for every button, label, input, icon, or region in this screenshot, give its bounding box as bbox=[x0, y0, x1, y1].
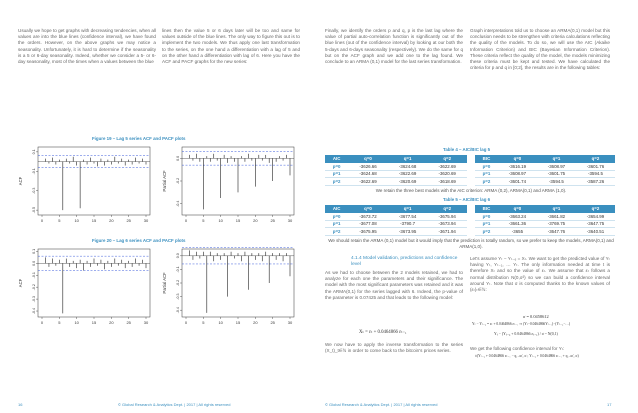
table5-bic-header-3: q=2 bbox=[576, 205, 615, 213]
y-tick-label: -0.3 bbox=[32, 187, 36, 194]
fig19-pacf-chart bbox=[160, 143, 300, 231]
table5-bic-header-1: q=0 bbox=[498, 205, 537, 213]
y-tick-label: 0.0 bbox=[32, 260, 36, 266]
x-tick-label: 0 bbox=[184, 218, 188, 223]
table5-aic-cell: -3675.94 bbox=[427, 213, 467, 221]
table5-aic-cell: -3675.95 bbox=[348, 228, 388, 236]
right-page-number: 17 bbox=[607, 402, 612, 407]
table5-aic-cell: p=1 bbox=[325, 220, 348, 228]
fig20-pacf-chart bbox=[160, 245, 300, 333]
figure-19-caption: Figure 19 – Lag 5 series ACF and PACF plots bbox=[92, 136, 186, 141]
model-equation: Xₜ = εₜ + 0.0464866 εₜ₋₁ bbox=[359, 330, 407, 335]
x-tick-label: 15 bbox=[235, 218, 241, 223]
table-row bbox=[325, 178, 467, 186]
left-col2-text: lines then the value 5 or 6 days later will be too and same for values outside of the blue lines. The only way to figure this out is to implement the two models. We thus apply one last transformation to the series, on the one hand a differentiation with a lag of 5 and on the other hand a differentiation with lag of 6. Here you have the ACF and PACF graphs for the new series: bbox=[162, 28, 300, 65]
y-tick-label: -0.2 bbox=[176, 279, 180, 287]
table4-bic-cell: -3587.26 bbox=[576, 178, 615, 186]
table4-bic-cell: -3594.5 bbox=[576, 170, 615, 178]
table4-aic-header-3: q=2 bbox=[427, 155, 467, 163]
table5-aic-cell: -3673.94 bbox=[427, 220, 467, 228]
table-row bbox=[325, 228, 467, 236]
y-tick-label: -0.2 bbox=[176, 177, 180, 185]
right-page bbox=[319, 0, 638, 413]
table5-aic-header-3: q=2 bbox=[427, 205, 467, 213]
table5-bic-cell: -3640.51 bbox=[576, 228, 615, 236]
y-tick-label: -0.3 bbox=[32, 296, 36, 303]
table4-aic-header-1: q=0 bbox=[348, 155, 388, 163]
table-4-caption: Table 4 – AIC/BIC lag 5 bbox=[443, 147, 491, 152]
fig19-acf-chart bbox=[16, 143, 156, 231]
table5-aic-cell: p=0 bbox=[325, 213, 348, 221]
table5-bic-cell: -3663.24 bbox=[498, 213, 537, 221]
x-tick-label: 10 bbox=[74, 218, 79, 223]
table4-aic-cell: -3624.68 bbox=[348, 170, 388, 178]
right-col2-text: Graph interpretations told us to choose an ARMA(0,1) model but this conclusion needs to be strengthen with criteria calculations reflecting the quality of the models. To do so, we will use the AIC (Akaike Information Criterion) and BIC (Bayesian Information Criterion). These criteria reflect the quality of the model, the models minimizing these criteria must be kept and tested. We have calculated the criteria for p and q in [0;2], the results are in the following tables: bbox=[470, 28, 610, 71]
table4-bic-cell: -3601.75 bbox=[537, 170, 576, 178]
table5-aic-cell: -3673.72 bbox=[348, 213, 388, 221]
table4-aic-cell: -3620.69 bbox=[427, 170, 467, 178]
x-tick-label: 5 bbox=[58, 320, 61, 325]
x-tick-label: 10 bbox=[74, 320, 79, 325]
table5-bic-cell: p=1 bbox=[475, 220, 498, 228]
table4-bic-cell: -3601.74 bbox=[498, 178, 537, 186]
table5-aic-cell: -3673.95 bbox=[388, 228, 428, 236]
table4-aic-cell: -3618.69 bbox=[427, 178, 467, 186]
derivation-equation: Yₜ − Yₜ₋₆ = εₜ + 0.0464866 εₜ₋₁ ⇒ (Yₜ−0.0464866Yₜ₋₁)−(Yₜ₋₆−…) bbox=[472, 322, 571, 326]
interval-equation: ±(Yₜ₋₆ + 0.0464866 εₜ₋₁ − q₁₋α/₂ σ ; Yₜ₋₆ + 0.0464866 εₜ₋₁ + q₁₋α/₂ σ) bbox=[475, 354, 579, 358]
x-tick-label: 0 bbox=[40, 320, 44, 325]
table-row bbox=[475, 228, 615, 236]
section-text-1: As we had to choose between the 2 models retained, we had to analyze for each one the parameters and their significance. The model with the most significant parameters was retained and it was the ARMA(0,1) for the series lagged with 6. Indeed, the p-value of the parameter is 0.07425 and that leads to the following model: bbox=[325, 270, 463, 300]
table4-aic-header-2: q=1 bbox=[388, 155, 428, 163]
x-tick-label: 25 bbox=[126, 320, 131, 325]
table4-bic bbox=[475, 155, 615, 186]
plot-frame bbox=[38, 147, 150, 215]
table4-aic-cell: p=1 bbox=[325, 170, 348, 178]
table4-bic-cell: -3616.19 bbox=[498, 163, 537, 171]
table4-aic-cell: -3624.68 bbox=[388, 163, 428, 171]
table-row bbox=[475, 213, 615, 221]
y-tick-label: -0.1 bbox=[32, 168, 36, 175]
table4-bic-cell: p=2 bbox=[475, 178, 498, 186]
table-row bbox=[475, 163, 615, 171]
y-tick-label: -0.5 bbox=[32, 207, 36, 214]
x-tick-label: 15 bbox=[235, 320, 241, 325]
table-row bbox=[325, 213, 467, 221]
section-text-2: We now have to apply the inverse transformation to the series (X_t)_t∈ℕ in order to come back to the bitcoin's prices series. bbox=[325, 342, 463, 354]
table5-bic-cell: -3647.76 bbox=[537, 228, 576, 236]
section-heading: 4.1.4 Model validation, predictions and confidence level bbox=[351, 256, 458, 268]
table-5-caption: Table 5 – AIC/BIC lag 6 bbox=[443, 197, 491, 202]
table4-bic-cell: -3594.5 bbox=[537, 178, 576, 186]
table4-bic-header-0: BIC bbox=[475, 155, 498, 163]
table4-bic-cell: -3608.97 bbox=[498, 170, 537, 178]
plot-frame bbox=[182, 249, 294, 317]
left-footer: © Global Research & Analytics Dept. | 2017 | All rights reserved bbox=[118, 402, 231, 407]
x-tick-label: 0 bbox=[184, 320, 188, 325]
table5-bic-cell: p=0 bbox=[475, 213, 498, 221]
left-page-number: 16 bbox=[18, 402, 23, 407]
table5-bic-cell: -3661.36 bbox=[498, 220, 537, 228]
right-text-2: We get the following confidence interval for Yₜ: bbox=[470, 346, 565, 351]
table5-bic-cell: -3661.82 bbox=[537, 213, 576, 221]
table-row bbox=[475, 170, 615, 178]
y-tick-label: -0.1 bbox=[176, 266, 180, 273]
y-axis-label: ACF bbox=[18, 176, 23, 186]
table4-aic-cell: -3622.69 bbox=[427, 163, 467, 171]
y-tick-label: -0.4 bbox=[176, 200, 180, 207]
table4-aic bbox=[325, 155, 467, 186]
table5-bic-cell: -3654.99 bbox=[576, 213, 615, 221]
x-tick-label: 5 bbox=[202, 320, 205, 325]
y-tick-label: 0.0 bbox=[176, 253, 180, 259]
table5-aic-cell: -3677.54 bbox=[388, 213, 428, 221]
table-row bbox=[475, 178, 615, 186]
table4-bic-cell: -3608.97 bbox=[537, 163, 576, 171]
x-tick-label: 10 bbox=[218, 218, 223, 223]
x-tick-label: 15 bbox=[91, 218, 97, 223]
y-axis-label: Partial ACF bbox=[162, 272, 167, 294]
y-axis-label: Partial ACF bbox=[162, 170, 167, 192]
x-tick-label: 5 bbox=[202, 218, 205, 223]
x-tick-label: 25 bbox=[270, 320, 275, 325]
x-tick-label: 30 bbox=[143, 320, 149, 325]
left-col1-text: Usually we hope to get graphs with decreasing tendencies, when all values are into the blue lines (confidence interval), we have found the orders. However, on the above graphs we may notice a seasonality. Unfortunately, it is hard to determine if the seasonality is a 5 or 6-day seasonality. Indeed, whether we consider a 5- or 6-day seasonality, most of the times when a values between the blue bbox=[18, 28, 156, 65]
table4-bic-cell: p=1 bbox=[475, 170, 498, 178]
y-tick-label: -0.4 bbox=[176, 307, 180, 314]
table4-aic-cell: p=2 bbox=[325, 178, 348, 186]
table4-bic-header-3: q=2 bbox=[576, 155, 615, 163]
y-tick-label: -0.1 bbox=[32, 272, 36, 279]
x-tick-label: 20 bbox=[253, 218, 258, 223]
y-tick-label: 0.1 bbox=[32, 149, 36, 155]
y-tick-label: -0.3 bbox=[176, 293, 180, 300]
table4-bic-header-2: q=1 bbox=[537, 155, 576, 163]
x-tick-label: 0 bbox=[40, 218, 44, 223]
fig20-acf-chart bbox=[16, 245, 156, 333]
table5-bic-cell: -3769.75 bbox=[537, 220, 576, 228]
table5-aic-cell: -3671.94 bbox=[427, 228, 467, 236]
table5-bic-cell: -3655 bbox=[498, 228, 537, 236]
x-tick-label: 20 bbox=[109, 320, 114, 325]
right-text-1: Let's assume Yₜ − Yₜ₋₆ = Xₜ. We want to get the predicted value of Yₜ having Yₜ, Yₜ₋₁, … Yₜ. The only information needed at time t is therefore Xₜ and so the value of εₜ. We assume that εₜ follows a normal distribution N(0,σ²) so we can build a confidence interval around Yₜ. Note that σ is computed thanks to the known values of (εₜ)ₜ∈ℕ: bbox=[470, 256, 610, 293]
y-tick-label: 0.0 bbox=[176, 155, 180, 161]
x-tick-label: 30 bbox=[287, 320, 293, 325]
table4-aic-cell: -3622.69 bbox=[388, 170, 428, 178]
x-tick-label: 15 bbox=[91, 320, 97, 325]
table4-bic-header-1: q=0 bbox=[498, 155, 537, 163]
x-tick-label: 20 bbox=[109, 218, 114, 223]
table-row bbox=[325, 163, 467, 171]
figure-20-caption: Figure 20 – Lag 6 series ACF and PACF plots bbox=[92, 238, 186, 243]
normal-equation: Yₜ − (Yₜ₋₆ + 0.0464866 εₜ₋₁) / σ ~ N(0,1) bbox=[494, 332, 558, 336]
table5-bic-header-0: BIC bbox=[475, 205, 498, 213]
table4-aic-header-0: AIC bbox=[325, 155, 348, 163]
table5-aic-cell: -3677.08 bbox=[348, 220, 388, 228]
y-tick-label: -0.2 bbox=[32, 284, 36, 291]
table5-bic bbox=[475, 205, 615, 236]
table4-note: We retain the three best models with the AIC criterion: ARMA (0,2), ARMA(0,1) and ARMA (1,0). bbox=[375, 188, 567, 193]
table5-note: We should retain the ARMA (0,1) model but it would imply that the prediction is totally random, so we prefer to keep the models, ARMA(0,1) and ARMA(1,0). bbox=[328, 238, 614, 249]
table5-bic-cell: -3647.75 bbox=[576, 220, 615, 228]
table4-aic-cell: -3626.66 bbox=[348, 163, 388, 171]
table-row bbox=[325, 170, 467, 178]
y-tick-label: -0.4 bbox=[32, 307, 36, 315]
right-footer: © Global Research & Analytics Dept. | 2017 | All rights reserved bbox=[325, 402, 438, 407]
table5-aic-cell: -3790.7 bbox=[388, 220, 428, 228]
table4-aic-cell: p=0 bbox=[325, 163, 348, 171]
table5-aic-header-1: q=0 bbox=[348, 205, 388, 213]
table5-aic-header-0: AIC bbox=[325, 205, 348, 213]
sigma-equation: σ = 0.0458612 bbox=[523, 314, 549, 319]
x-tick-label: 25 bbox=[126, 218, 131, 223]
x-tick-label: 25 bbox=[270, 218, 275, 223]
x-tick-label: 20 bbox=[253, 320, 258, 325]
table4-aic-cell: -3620.69 bbox=[388, 178, 428, 186]
x-tick-label: 10 bbox=[218, 320, 223, 325]
table5-bic-header-2: q=1 bbox=[537, 205, 576, 213]
y-tick-label: 0.1 bbox=[32, 248, 36, 254]
table5-aic-cell: p=2 bbox=[325, 228, 348, 236]
table5-bic-cell: p=2 bbox=[475, 228, 498, 236]
right-col1-text: Finally, we identify the orders p and q, p is the last lag where the value of partial auto-correlation function is significantly out of the blue lines (out of the confidence interval) by looking at our both the 5-days and 6-days seasonality (respectively). We do the same for q but on the ACF graph and we add one to the lag found. We conclude to an ARMA (0,1) model for the last series transformation. bbox=[325, 28, 463, 65]
table4-aic-cell: -3622.69 bbox=[348, 178, 388, 186]
table4-bic-cell: p=0 bbox=[475, 163, 498, 171]
table4-bic-cell: -3601.76 bbox=[576, 163, 615, 171]
x-tick-label: 30 bbox=[287, 218, 293, 223]
x-tick-label: 5 bbox=[58, 218, 61, 223]
y-axis-label: ACF bbox=[18, 278, 23, 288]
table-row bbox=[475, 220, 615, 228]
table5-aic bbox=[325, 205, 467, 236]
x-tick-label: 30 bbox=[143, 218, 149, 223]
table5-aic-header-2: q=1 bbox=[388, 205, 428, 213]
table-row bbox=[325, 220, 467, 228]
